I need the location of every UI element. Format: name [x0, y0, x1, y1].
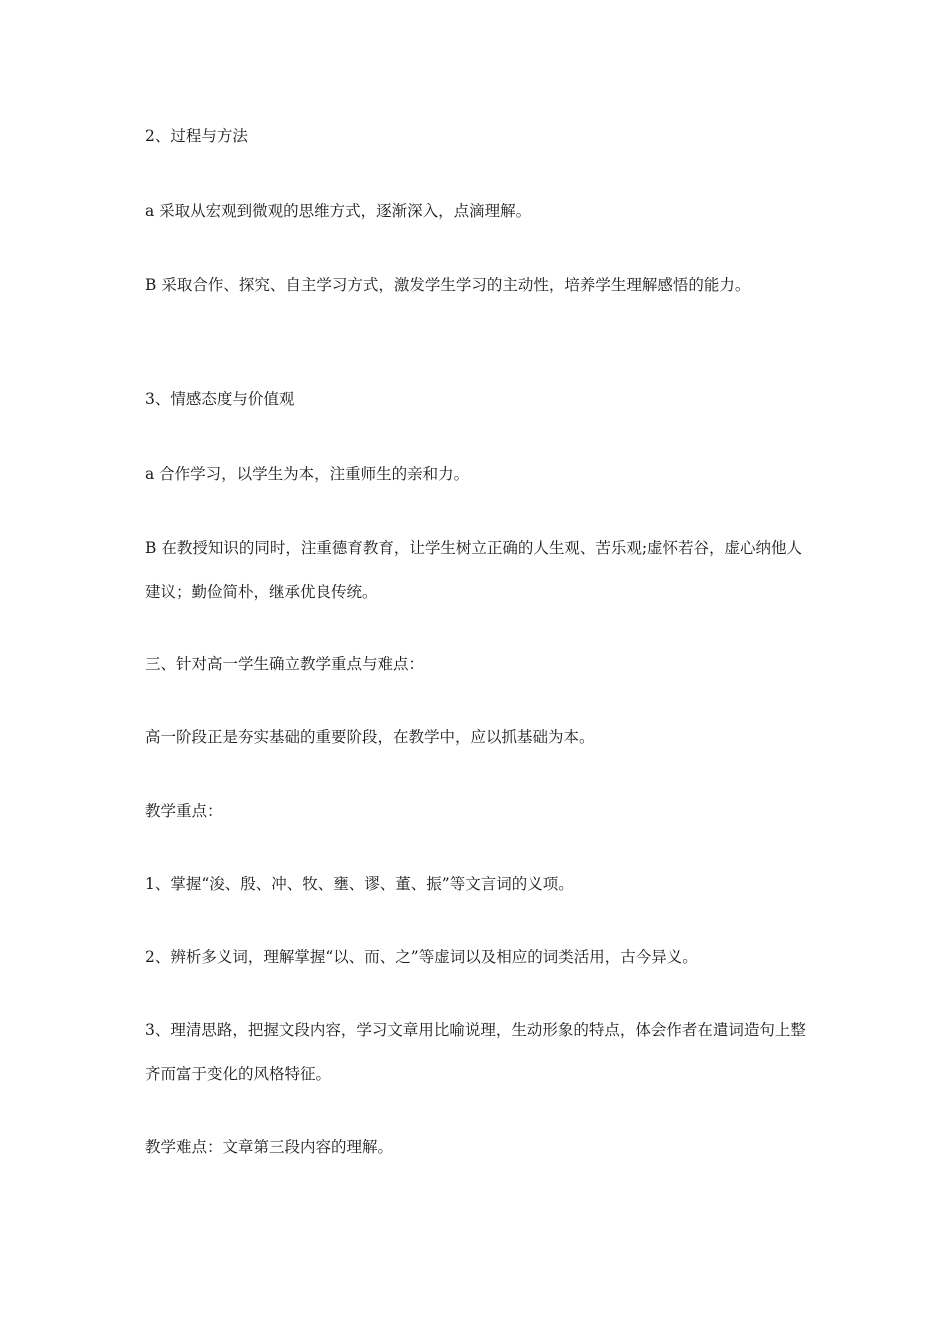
paragraph-process-a: a 采取从宏观到微观的思维方式，逐渐深入，点滴理解。: [145, 202, 532, 220]
teaching-difficult-point: 教学难点：文章第三段内容的理解。: [145, 1138, 394, 1156]
heading-key-and-difficult-points: 三、针对高一学生确立教学重点与难点：: [145, 655, 425, 673]
paragraph-emotion-b: B 在教授知识的同时，注重德育教育，让学生树立正确的人生观、苦乐观;虚怀若谷，虚心纳他人建议；勤俭简朴，继承优良传统。: [145, 539, 803, 601]
key-point-1: 1、掌握“浚、殷、冲、牧、壅、谬、董、振”等文言词的义项。: [145, 875, 574, 893]
heading-teaching-key-points: 教学重点：: [145, 802, 223, 820]
heading-process-and-method: 2、过程与方法: [145, 127, 248, 145]
heading-emotion-attitude-values: 3、情感态度与价值观: [145, 390, 295, 408]
paragraph-emotion-a: a 合作学习，以学生为本，注重师生的亲和力。: [145, 465, 470, 483]
key-point-2: 2、辨析多义词，理解掌握“以、而、之”等虚词以及相应的词类活用，古今异义。: [145, 948, 698, 966]
paragraph-process-b: B 采取合作、探究、自主学习方式，激发学生学习的主动性，培养学生理解感悟的能力。: [145, 276, 751, 294]
key-point-3: 3、理清思路，把握文段内容，学习文章用比喻说理，生动形象的特点，体会作者在遣词造句上整齐而富于变化的风格特征。: [145, 1021, 806, 1083]
paragraph-foundation-stage: 高一阶段正是夯实基础的重要阶段，在教学中，应以抓基础为本。: [145, 728, 595, 746]
